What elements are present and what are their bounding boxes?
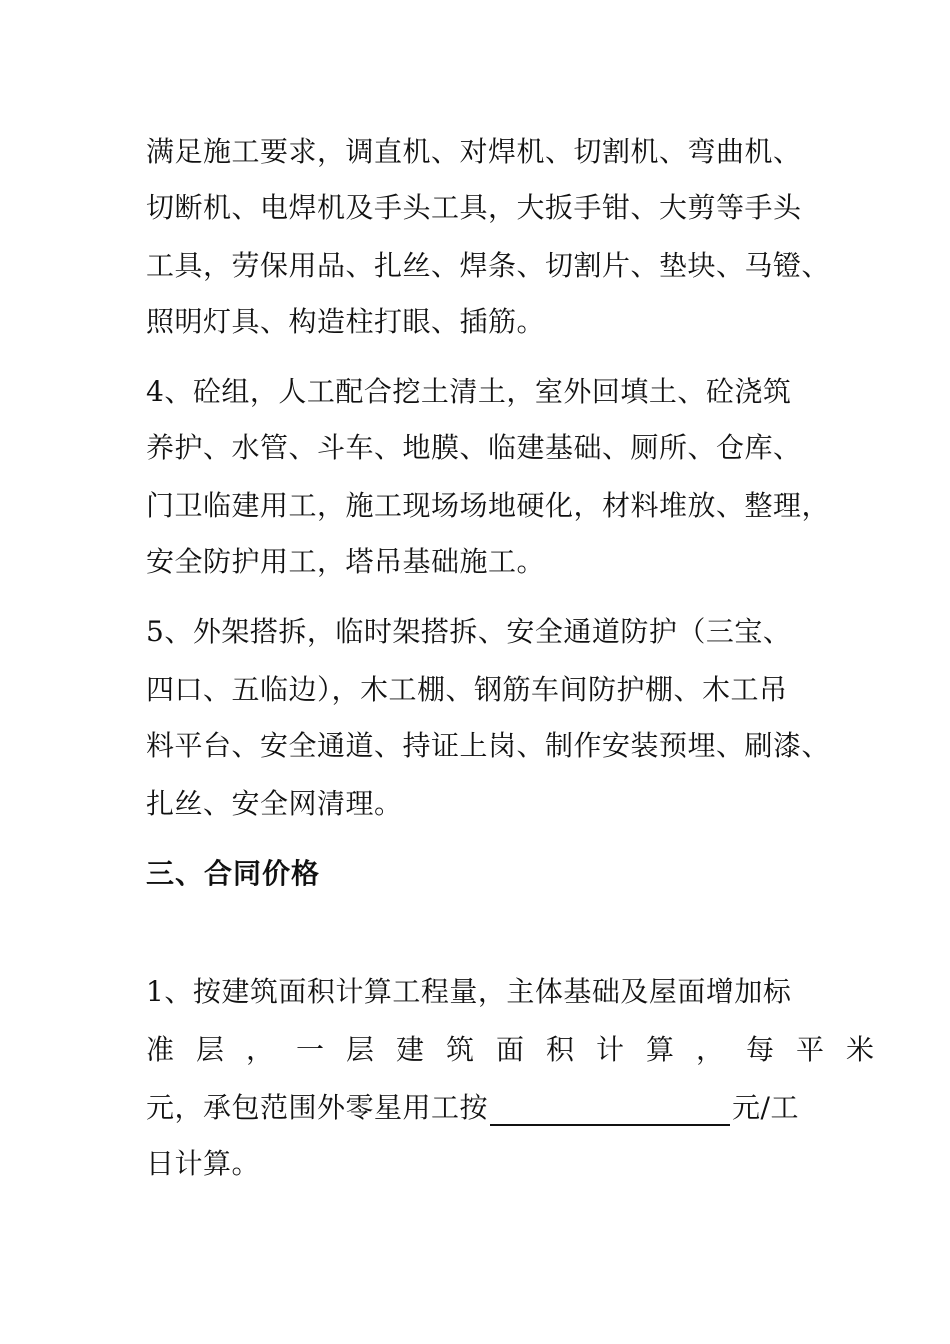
text-segment: 元，承包范围外零星用工按	[146, 1091, 489, 1124]
text-line: 门卫临建用工，施工现场场地硬化，材料堆放、整理，	[146, 489, 831, 522]
text-line: 日计算。	[146, 1147, 261, 1180]
text-line: 四口、五临边），木工棚、钢筋车间防护棚、木工吊	[146, 673, 788, 706]
text-line: 5、外架搭拆，临时架搭拆、安全通道防护（三宝、	[146, 615, 792, 648]
text-line: 4、砼组，人工配合挖土清土，室外回填土、砼浇筑	[146, 375, 792, 408]
section-heading: 三、合同价格	[146, 857, 321, 890]
text-line: 照明灯具、构造柱打眼、插筋。	[146, 305, 546, 338]
text-line: 准层，一层建筑面积计算，每平米	[146, 1033, 897, 1066]
text-line: 养护、水管、斗车、地膜、临建基础、厕所、仓库、	[146, 431, 802, 464]
text-line: 安全防护用工，塔吊基础施工。	[146, 545, 546, 578]
text-segment: 元/工	[732, 1091, 799, 1124]
text-line: 切断机、电焊机及手头工具，大扳手钳、大剪等手头	[146, 191, 802, 224]
text-line-with-blank	[146, 1090, 799, 1126]
fill-in-blank-underline	[490, 1098, 730, 1126]
text-line: 料平台、安全通道、持证上岗、制作安装预埋、刷漆、	[146, 729, 831, 762]
text-line: 扎丝、安全网清理。	[146, 787, 403, 820]
text-line: 1、按建筑面积计算工程量，主体基础及屋面增加标	[146, 975, 792, 1008]
text-line: 满足施工要求，调直机、对焊机、切割机、弯曲机、	[146, 135, 802, 168]
text-line: 工具，劳保用品、扎丝、焊条、切割片、垫块、马镫、	[146, 249, 831, 282]
